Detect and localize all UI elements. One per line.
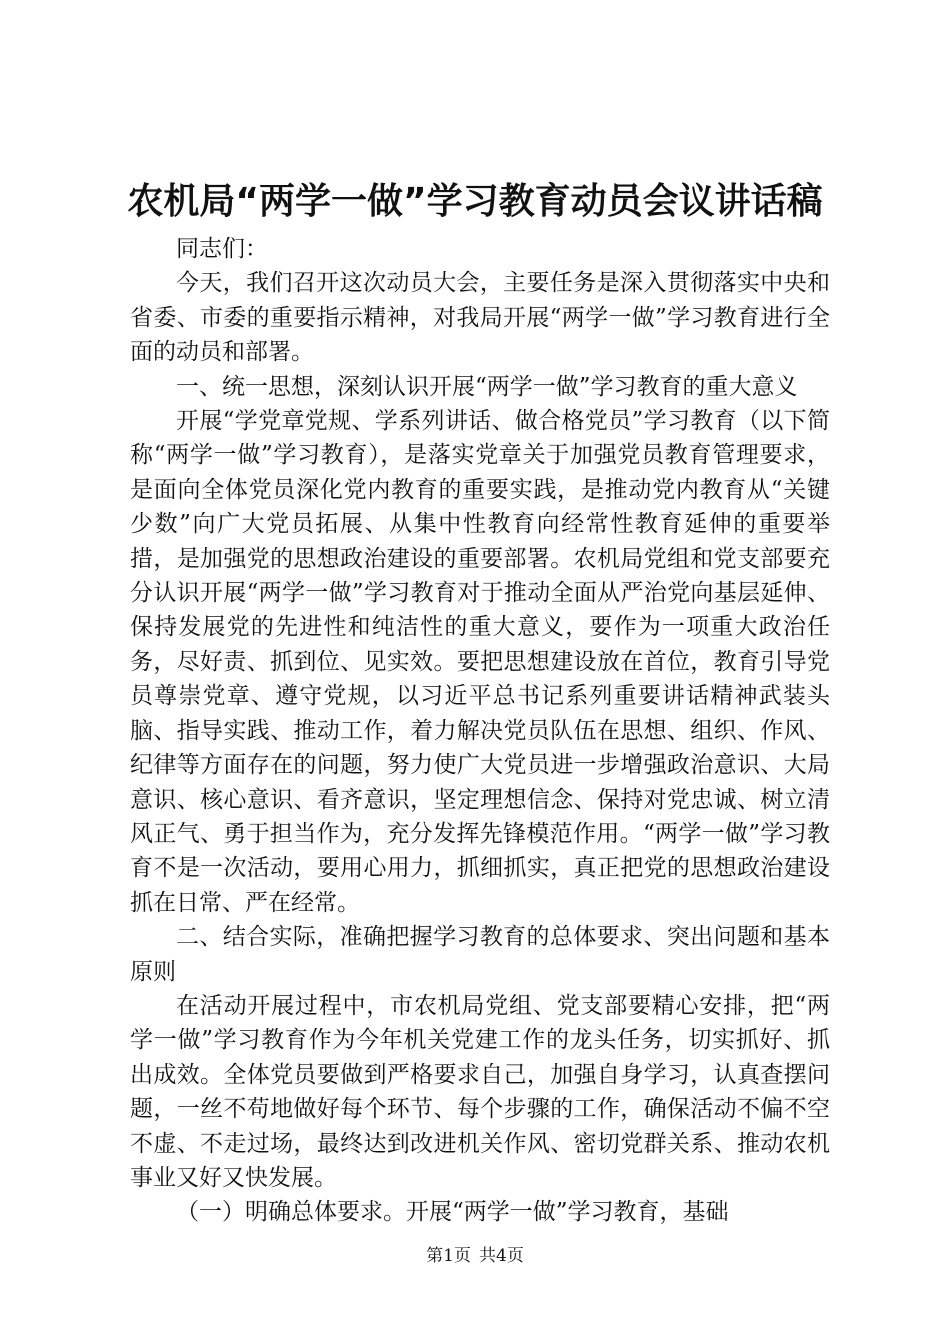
page-number: 第1页 [426,1246,471,1266]
section-heading-2: 二、结合实际，准确把握学习教育的总体要求、突出问题和基本原则 [130,924,830,985]
salutation: 同志们： [176,236,268,262]
paragraph-practice: 在活动开展过程中，市农机局党组、党支部要精心安排，把“两学一做”学习教育作为今年机关党建工作的龙头任务，切实抓好、抓出成效。全体党员要做到严格要求自己，加强自身学习，认真查摆问题，一丝不苟地做好每个环节、每个步骤的工作，确保活动不偏不空不虚、不走过场，最终达到改进机关作风、密切党群关系、推动农机事业又好又快发展。 [130,992,830,1191]
page-total: 共4页 [479,1246,524,1266]
section-heading-1: 一、统一思想，深刻认识开展“两学一做”学习教育的重大意义 [176,373,798,400]
document-title: 农机局“两学一做”学习教育动员会议讲话稿 [127,181,823,222]
paragraph-requirements: （一）明确总体要求。开展“两学一做”学习教育，基础 [176,1199,729,1226]
document-body [130,232,830,1230]
page-footer [0,1244,950,1268]
paragraph-intro: 今天，我们召开这次动员大会，主要任务是深入贯彻落实中央和省委、市委的重要指示精神，对我局开展“两学一做”学习教育进行全面的动员和部署。 [130,270,830,366]
paragraph-significance: 开展“学党章党规、学系列讲话、做合格党员”学习教育（以下简称“两学一做”学习教育），是落实党章关于加强党员教育管理要求，是面向全体党员深化党内教育的重要实践，是推动党内教育从“关键少数”向广大党员拓展、从集中性教育向经常性教育延伸的重要举措，是加强党的思想政治建设的重要部署。农机局党组和党支部要充分认识开展“两学一做”学习教育对于推动全面从严治党向基层延伸、保持发展党的先进性和纯洁性的重大意义，要作为一项重大政治任务，尽好责、抓到位、见实效。要把思想建设放在首位，教育引导党员尊崇党章、遵守党规，以习近平总书记系列重要讲话精神武装头脑、指导实践、推动工作，着力解决党员队伍在思想、组织、作风、纪律等方面存在的问题，努力使广大党员进一步增强政治意识、大局意识、核心意识、看齐意识，坚定理想信念、保持对党忠诚、树立清风正气、勇于担当作为，充分发挥先锋模范作用。“两学一做”学习教育不是一次活动，要用心用力，抓细抓实，真正把党的思想政治建设抓在日常、严在经常。 [130,408,830,916]
